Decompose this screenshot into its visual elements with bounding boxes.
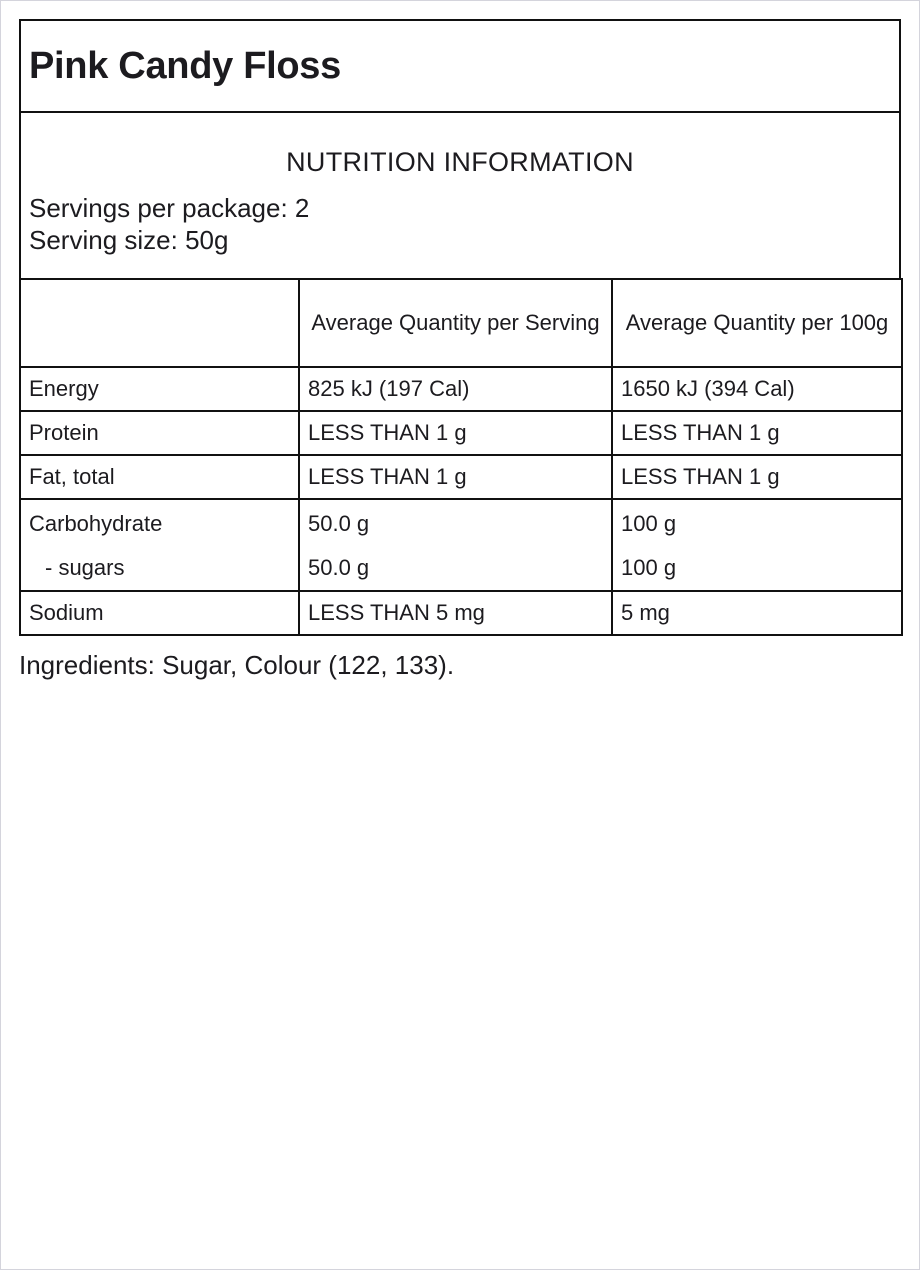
- sub-nutrient-name: - sugars: [45, 555, 125, 580]
- per-serving-value: LESS THAN 1 g: [299, 411, 612, 455]
- title-box: [19, 19, 901, 111]
- nutrient-name: Energy: [20, 367, 299, 411]
- nutrient-name: Protein: [20, 411, 299, 455]
- ingredients-text: Ingredients: Sugar, Colour (122, 133).: [19, 650, 455, 680]
- nutrition-heading: NUTRITION INFORMATION: [286, 147, 634, 177]
- per-100g-value: 1650 kJ (394 Cal): [612, 367, 902, 411]
- per-100g-value: LESS THAN 1 g: [612, 411, 902, 455]
- servings-per-package: Servings per package: 2: [29, 193, 310, 223]
- nutrition-info-box: [19, 111, 901, 278]
- table-row: [20, 411, 902, 455]
- per-100g-group: [612, 499, 902, 591]
- per-serving-value: 825 kJ (197 Cal): [299, 367, 612, 411]
- per-serving-value: 50.0 g: [308, 511, 370, 536]
- product-title: Pink Candy Floss: [29, 44, 341, 87]
- table-row: [20, 455, 902, 499]
- column-header-per-serving: Average Quantity per Serving: [299, 279, 612, 367]
- per-serving-value: LESS THAN 5 mg: [299, 591, 612, 635]
- serving-size: Serving size: 50g: [29, 225, 229, 255]
- per-100g-value: 5 mg: [612, 591, 902, 635]
- nutrient-name: Sodium: [20, 591, 299, 635]
- per-100g-value: LESS THAN 1 g: [612, 455, 902, 499]
- table-header-row: [20, 279, 902, 367]
- column-header-nutrient: [20, 279, 299, 367]
- column-header-per-100g: Average Quantity per 100g: [612, 279, 902, 367]
- nutrition-table: [19, 278, 903, 636]
- table-row: [20, 499, 902, 591]
- per-serving-value: 50.0 g: [308, 555, 370, 580]
- table-row: [20, 591, 902, 635]
- nutrition-label: [19, 19, 901, 681]
- nutrient-name: Fat, total: [20, 455, 299, 499]
- per-100g-value: 100 g: [621, 555, 677, 580]
- per-serving-group: [299, 499, 612, 591]
- nutrient-name-group: [20, 499, 299, 591]
- per-serving-value: LESS THAN 1 g: [299, 455, 612, 499]
- per-100g-value: 100 g: [621, 511, 677, 536]
- nutrient-name: Carbohydrate: [29, 511, 163, 536]
- table-row: [20, 367, 902, 411]
